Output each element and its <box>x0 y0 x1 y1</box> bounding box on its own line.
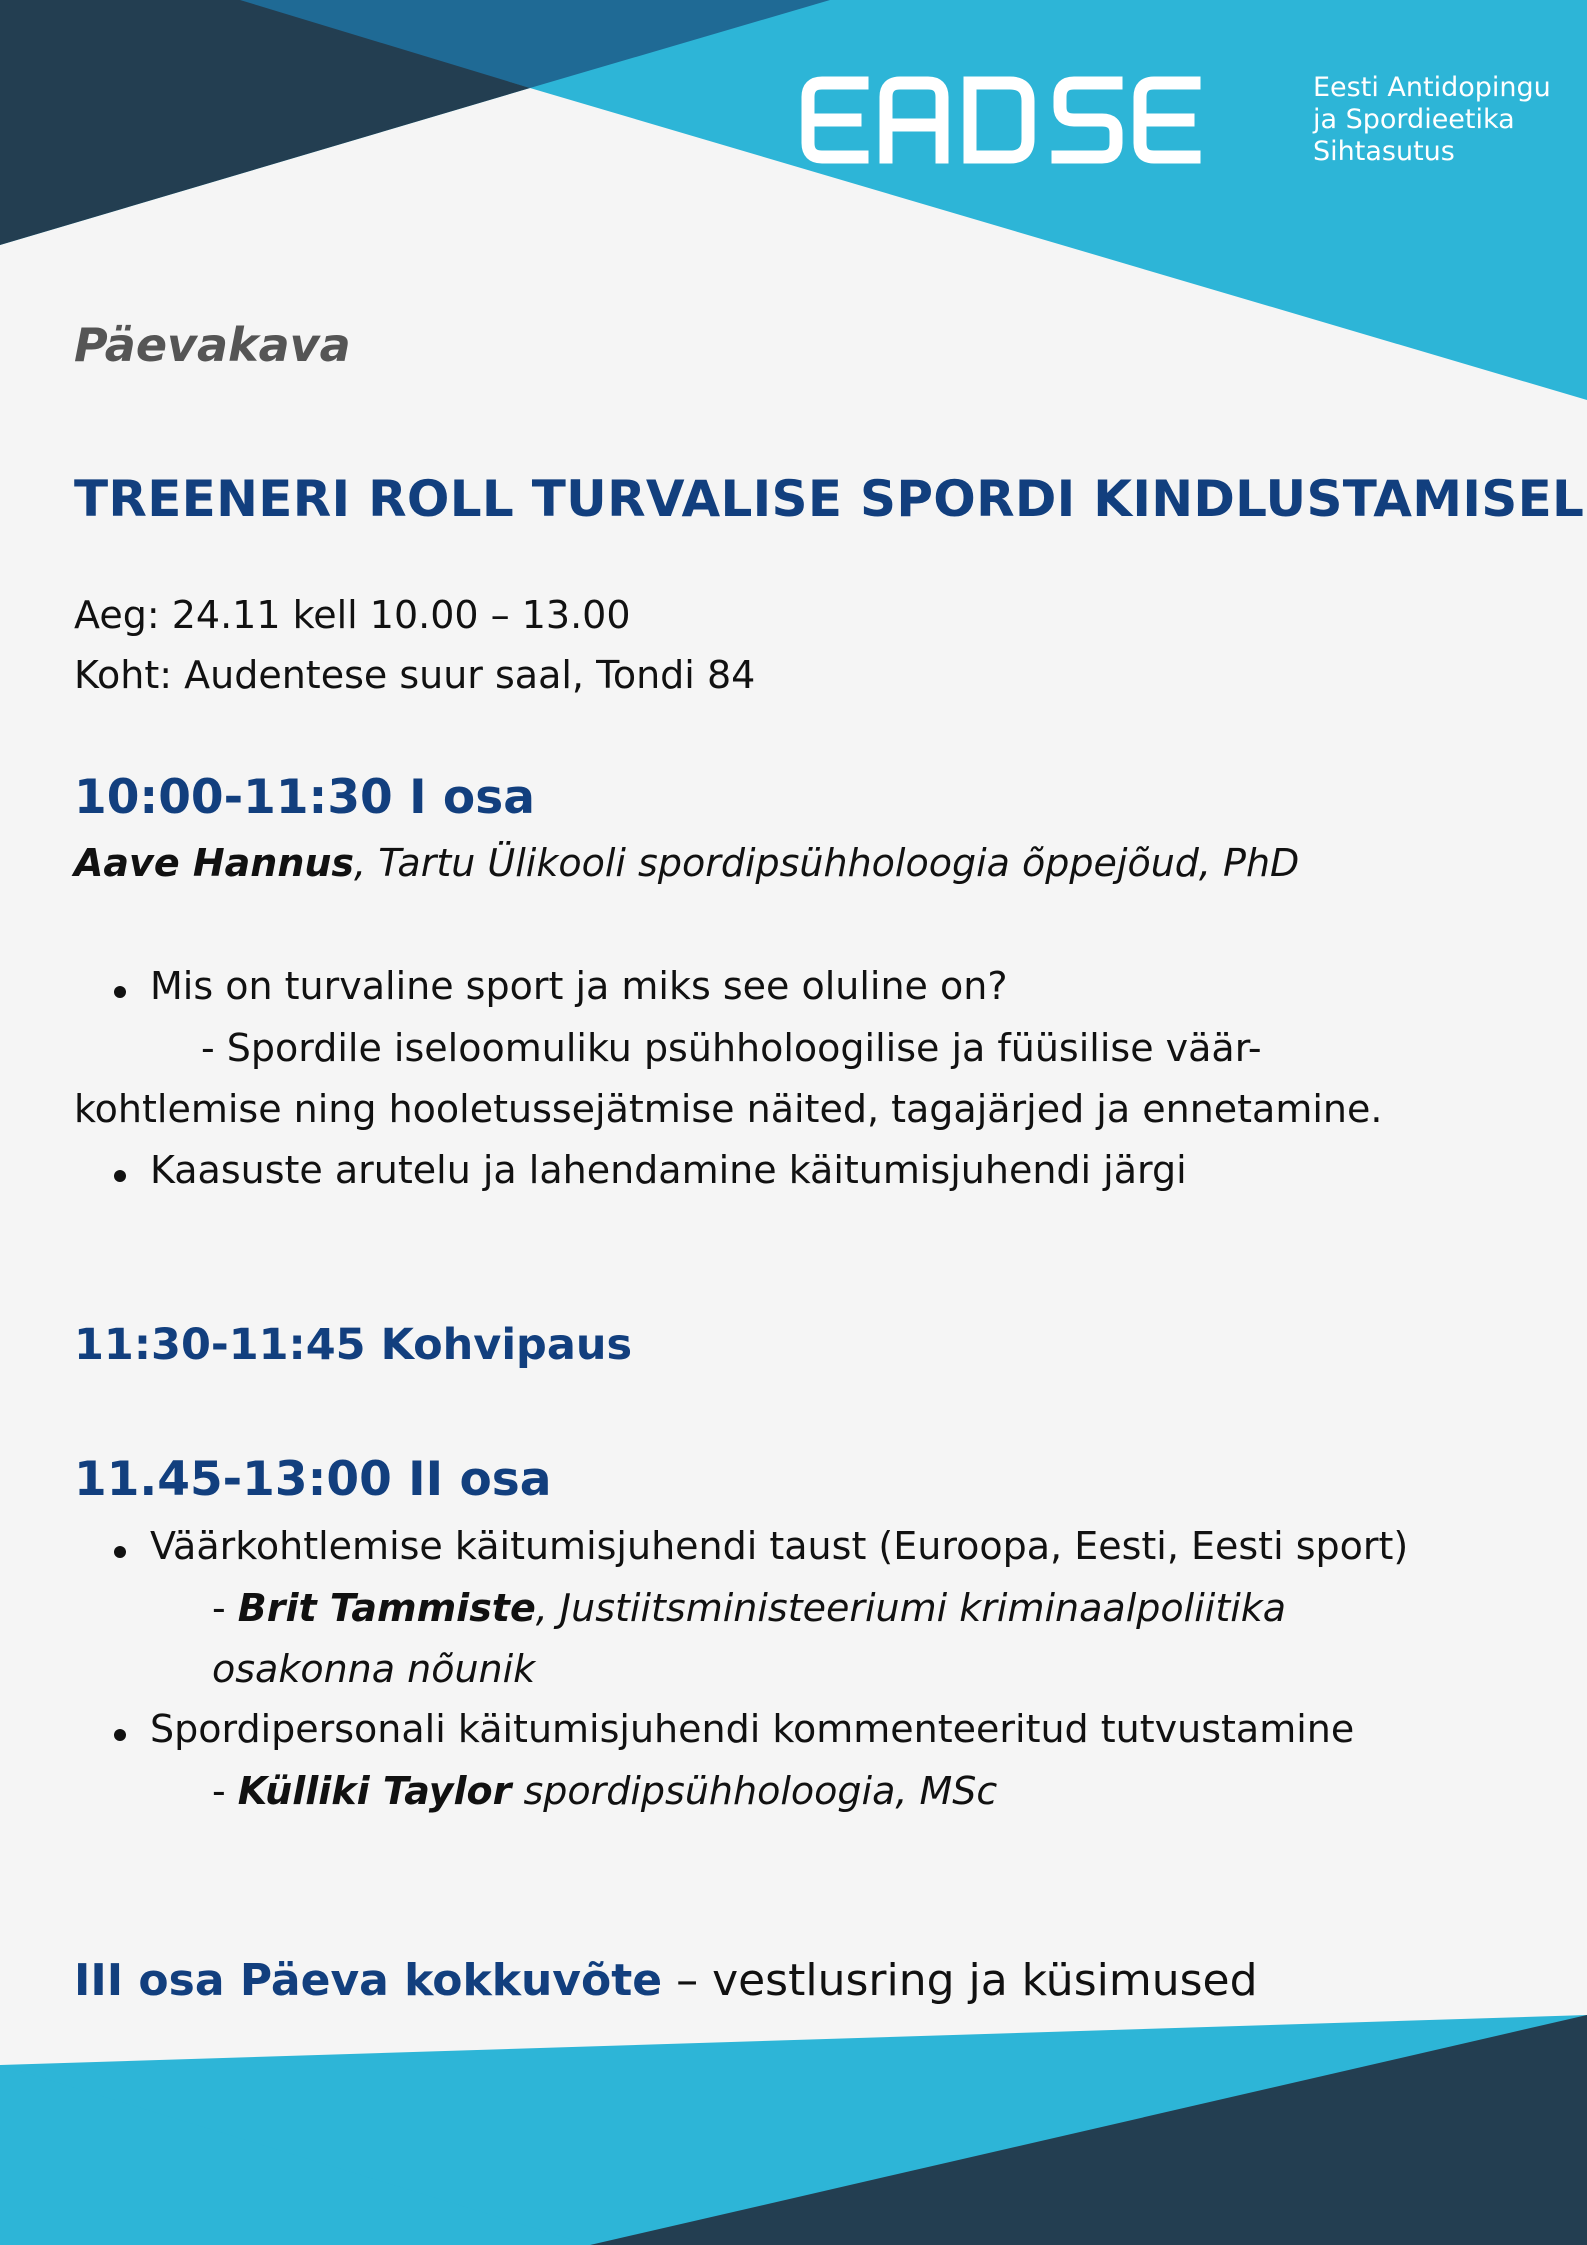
part2-speaker-2-role: spordipsühholoogia, MSc <box>511 1769 998 1813</box>
part1-subline-1: - Spordile iseloomuliku psühholoogilise ja füüsilise väär- <box>201 1026 1262 1070</box>
logo-mark <box>800 75 1285 165</box>
page-subtitle: Päevakava <box>74 318 351 372</box>
part2-heading: 11.45-13:00 II osa <box>74 1452 552 1507</box>
part1-heading: 10:00-11:30 I osa <box>74 770 535 825</box>
part3-heading: III osa Päeva kokkuvõte <box>74 1955 663 2006</box>
part1-bullet-2: Kaasuste arutelu ja lahendamine käitumisjuhendi järgi <box>150 1148 1187 1192</box>
event-place: Koht: Audentese suur saal, Tondi 84 <box>74 653 756 697</box>
eadse-wordmark-icon <box>800 75 1285 165</box>
logo-line-2: ja Spordieetika <box>1313 104 1515 135</box>
break-heading: 11:30-11:45 Kohvipaus <box>74 1320 633 1370</box>
part1-speaker <box>74 841 1299 885</box>
logo-line-3: Sihtasutus <box>1313 136 1455 167</box>
part2-speaker-1-role-cont: osakonna nõunik <box>212 1647 536 1691</box>
part2-bullet-2: Spordipersonali käitumisjuhendi kommenteeritud tutvustamine <box>150 1707 1355 1751</box>
eadse-logo <box>800 72 1551 168</box>
part3-line <box>74 1955 1258 2006</box>
part1-subline-2: kohtlemise ning hooletussejätmise näited, tagajärjed ja ennetamine. <box>74 1087 1383 1131</box>
page-title: TREENERI ROLL TURVALISE SPORDI KINDLUSTAMISEL <box>74 470 1585 528</box>
part1-speaker-role: , Tartu Ülikooli spordipsühholoogia õppejõud, PhD <box>354 841 1300 885</box>
part2-speaker-2-name: Külliki Taylor <box>237 1769 512 1813</box>
logo-organization-name <box>1313 72 1551 168</box>
part2-bullet-1: Väärkohtlemise käitumisjuhendi taust (Euroopa, Eesti, Eesti sport) <box>150 1524 1409 1568</box>
logo-line-1: Eesti Antidopingu <box>1313 72 1551 103</box>
part1-bullet-1: Mis on turvaline sport ja miks see oluline on? <box>150 964 1008 1008</box>
part3-rest: – vestlusring ja küsimused <box>662 1955 1258 2006</box>
part2-speaker-1-role: , Justiitsministeeriumi kriminaalpoliitika <box>535 1586 1287 1630</box>
part2-speaker-1 <box>212 1586 1286 1630</box>
event-time: Aeg: 24.11 kell 10.00 – 13.00 <box>74 593 631 637</box>
part2-speaker-1-name: Brit Tammiste <box>237 1586 536 1630</box>
part2-speaker-1-dash: - <box>212 1586 238 1630</box>
part2-speaker-2 <box>212 1769 997 1813</box>
part2-speaker-2-dash: - <box>212 1769 238 1813</box>
part1-speaker-name: Aave Hannus <box>74 841 355 885</box>
